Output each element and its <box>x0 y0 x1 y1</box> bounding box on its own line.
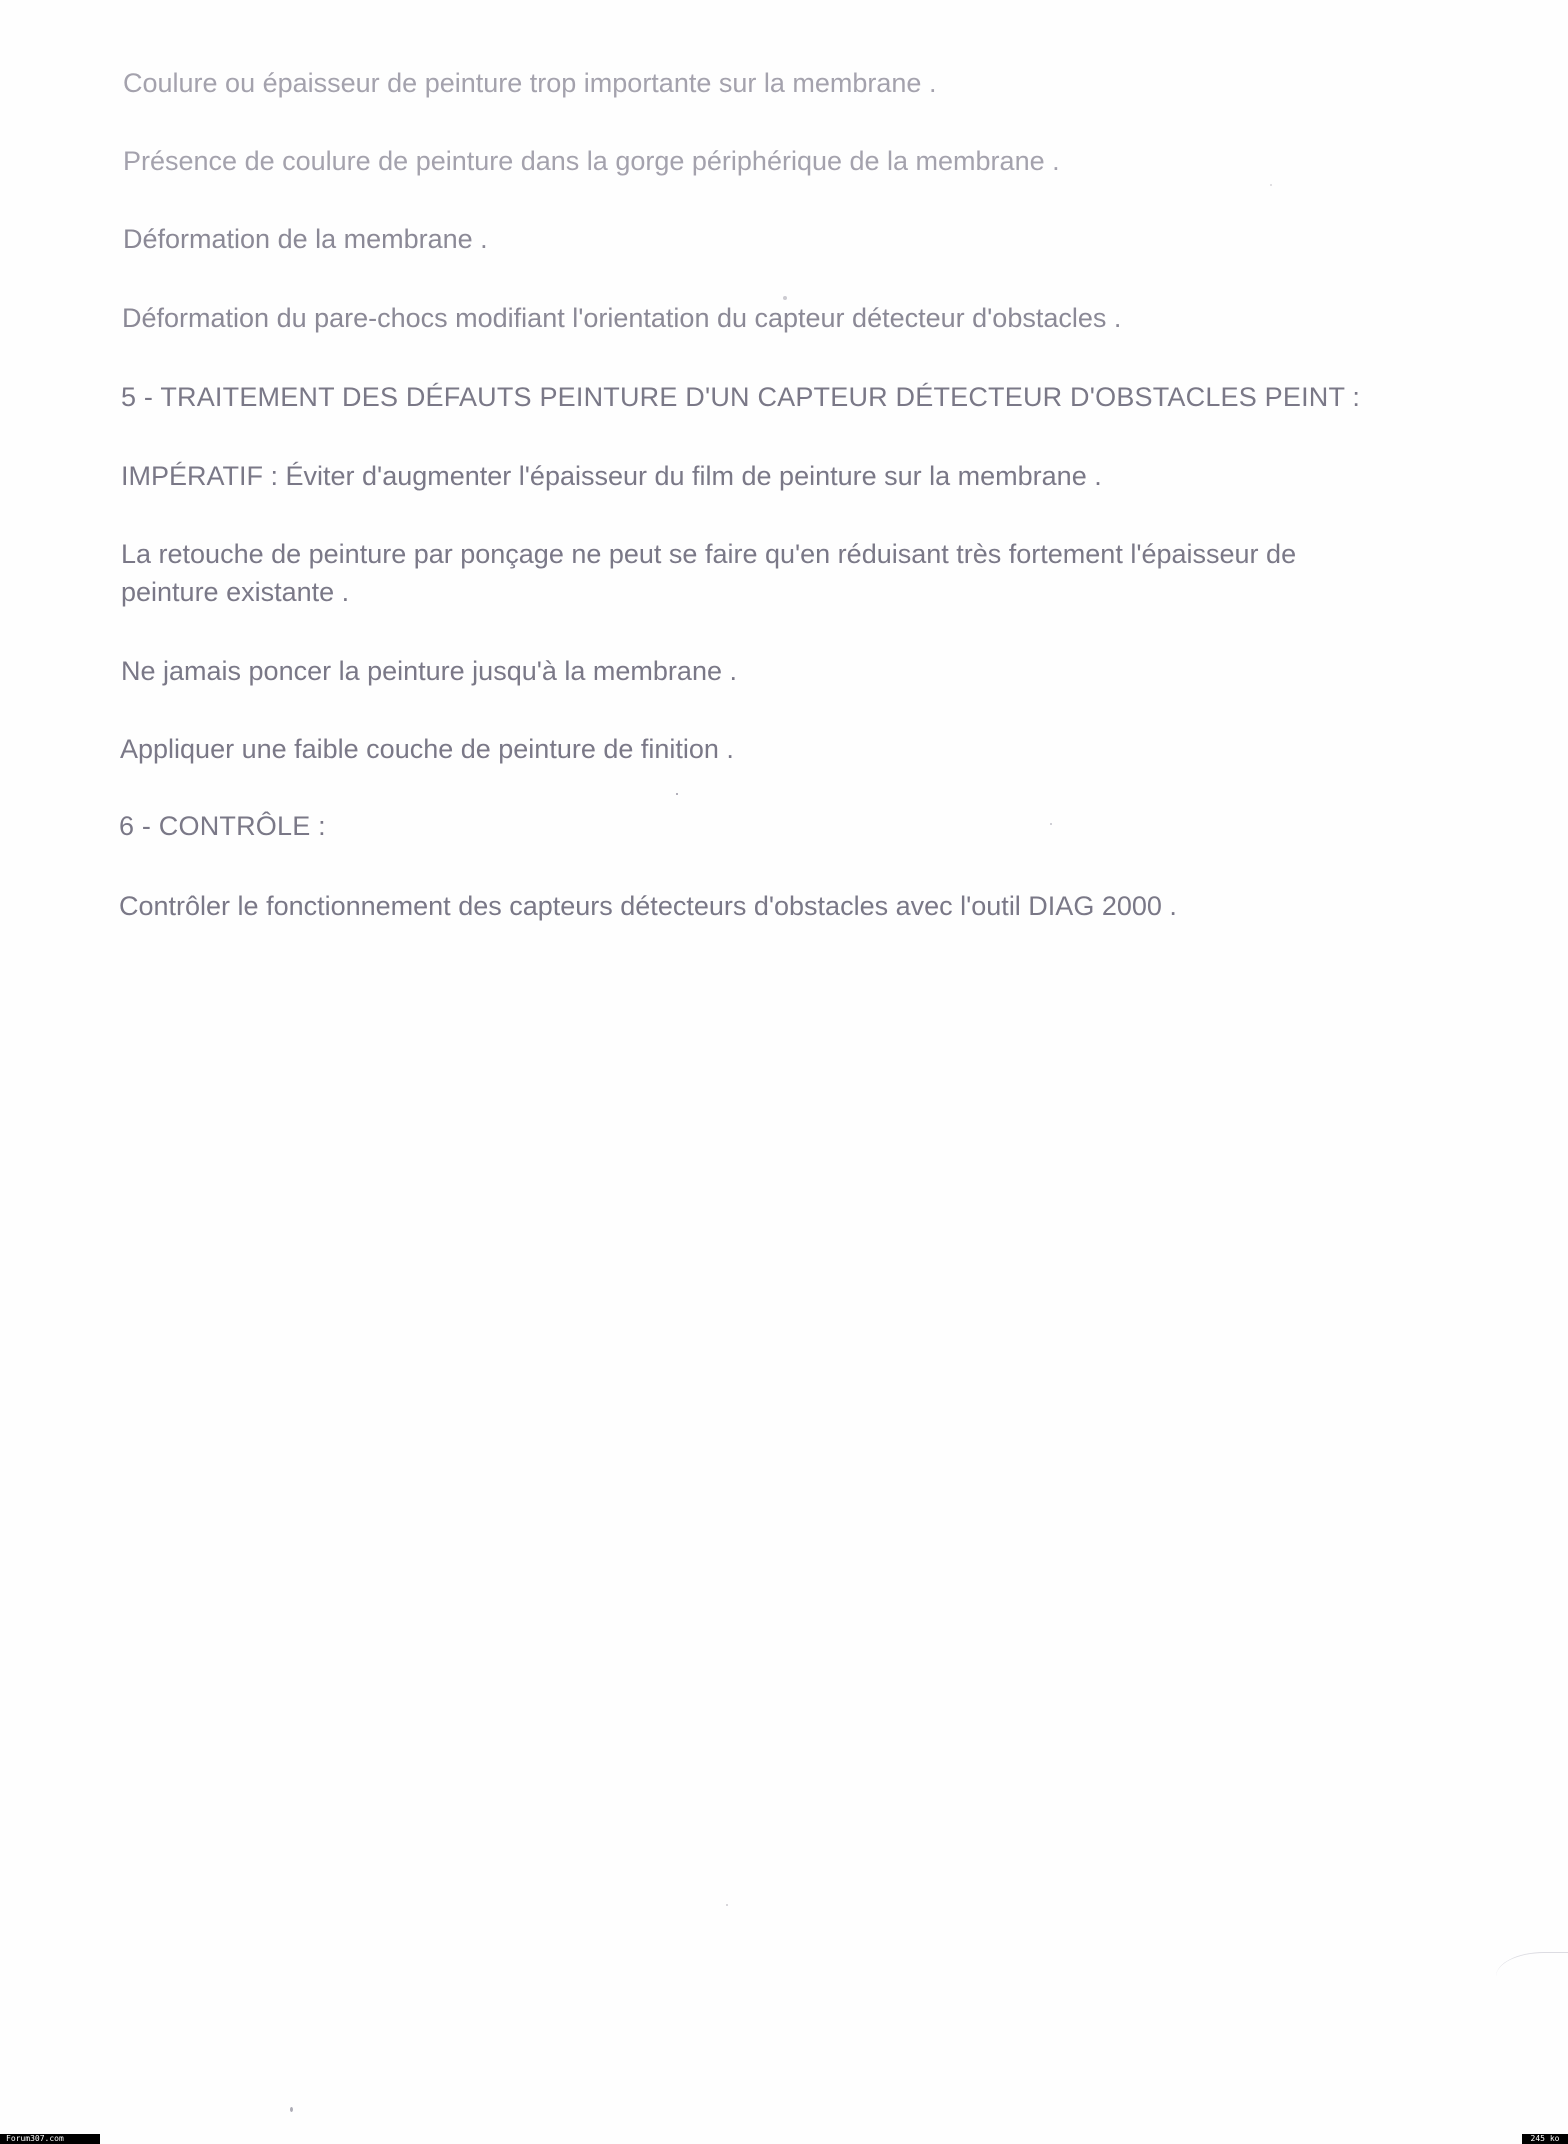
scan-speck <box>783 296 787 300</box>
scan-edge-mark <box>1496 1952 1568 1993</box>
scan-speck <box>1270 184 1272 186</box>
scan-speck <box>1050 823 1052 825</box>
section-heading-6: 6 - CONTRÔLE : <box>119 811 326 841</box>
paragraph-paint-drip: Coulure ou épaisseur de peinture trop importante sur la membrane . <box>123 68 937 98</box>
paragraph-drip-groove: Présence de coulure de peinture dans la gorge périphérique de la membrane . <box>123 146 1060 176</box>
paragraph-bumper-deformation: Déformation du pare-chocs modifiant l'orientation du capteur détecteur d'obstacles . <box>122 303 1122 333</box>
scan-speck <box>290 2107 293 2112</box>
footer-site-label: Forum307.com <box>0 2134 100 2144</box>
paragraph-check-diag: Contrôler le fonctionnement des capteurs détecteurs d'obstacles avec l'outil DIAG 2000 . <box>119 891 1177 921</box>
paragraph-sanding-line-1: La retouche de peinture par ponçage ne peut se faire qu'en réduisant très fortement l'épaisseur de <box>121 539 1297 569</box>
scan-speck <box>676 793 678 795</box>
section-heading-5: 5 - TRAITEMENT DES DÉFAUTS PEINTURE D'UN CAPTEUR DÉTECTEUR D'OBSTACLES PEINT : <box>121 382 1361 412</box>
scan-speck <box>726 1904 728 1906</box>
paragraph-sanding-line-2: peinture existante . <box>121 577 350 607</box>
paragraph-membrane-deformation: Déformation de la membrane . <box>123 224 488 254</box>
paragraph-imperative: IMPÉRATIF : Éviter d'augmenter l'épaisseur du film de peinture sur la membrane . <box>121 461 1102 491</box>
paragraph-apply-coat: Appliquer une faible couche de peinture de finition . <box>120 734 734 764</box>
footer-size-label: 245 ko <box>1522 2134 1568 2144</box>
paragraph-never-sand: Ne jamais poncer la peinture jusqu'à la membrane . <box>121 656 737 686</box>
